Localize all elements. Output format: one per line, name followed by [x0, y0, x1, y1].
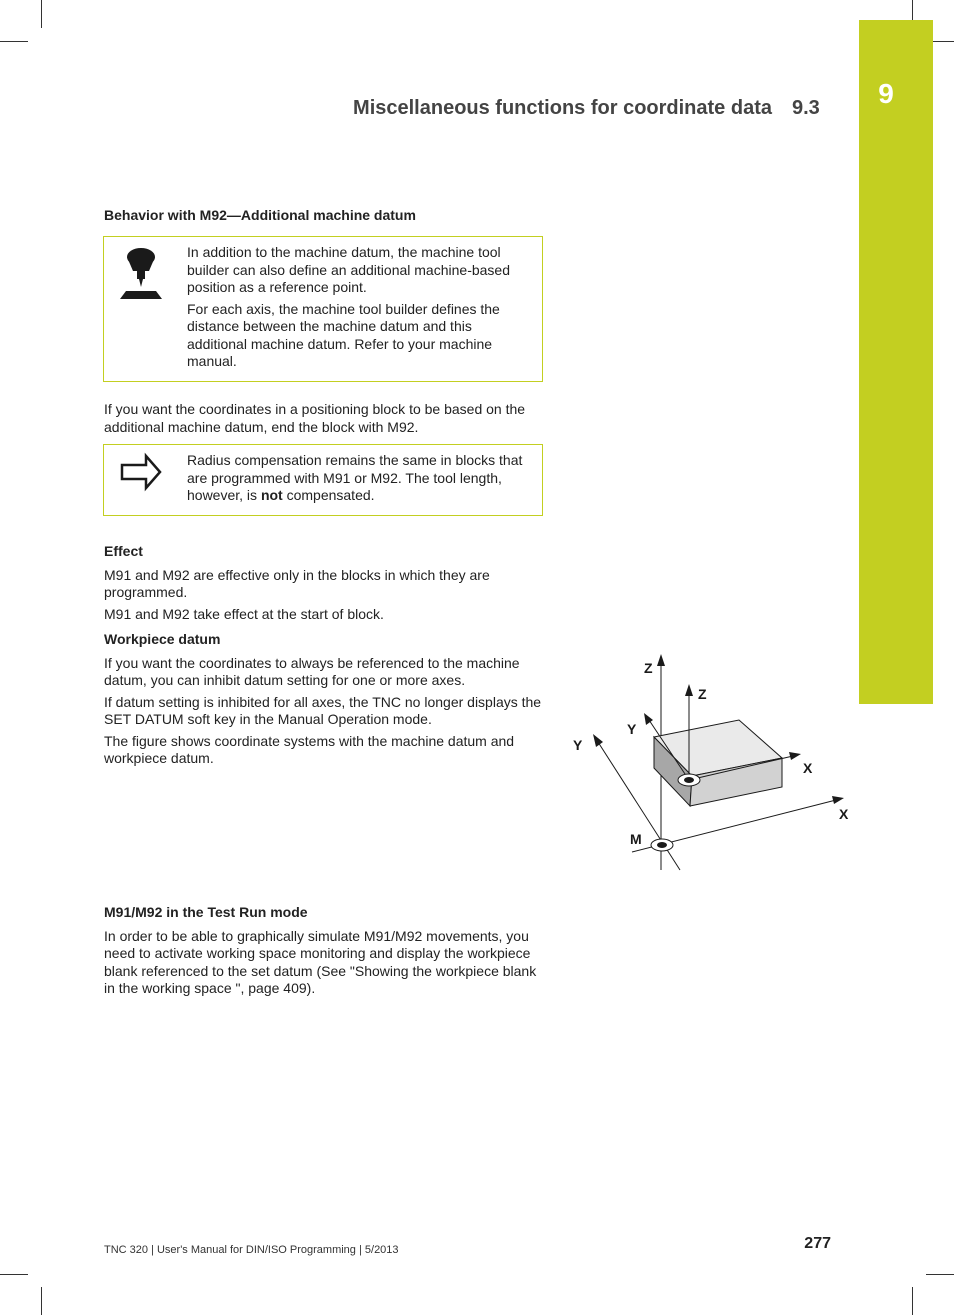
note-paragraph: For each axis, the machine tool builder defines the distance between the machine datum and this additional machine datum. Refer to your machine manual. [187, 300, 500, 369]
body-paragraph: If you want the coordinates to always be referenced to the machine datum, you can inhibit datum setting for one or more axes. [104, 654, 520, 688]
crop-mark [926, 1274, 954, 1275]
body-paragraph: If datum setting is inhibited for all axes, the TNC no longer displays the SET DATUM soft key in the Manual Operation mode. [104, 693, 542, 727]
crop-mark [0, 1274, 28, 1275]
m92-heading-block [104, 207, 544, 231]
body-paragraph: In order to be able to graphically simulate M91/M92 movements, you need to activate working space monitoring and display the workpiece blank referenced to the set datum (See "Showing the workpiece blank in the working space ", page 409). [104, 927, 537, 996]
crop-mark [41, 1287, 42, 1315]
note-paragraph: In addition to the machine datum, the machine tool builder can also define an additional machine-based position as a reference point. [187, 244, 510, 295]
workpiece-y-label: Y [627, 721, 637, 737]
note-machine [103, 236, 543, 382]
effect-heading: Effect [104, 543, 143, 559]
m92-paragraph-block [104, 401, 544, 440]
crop-mark [41, 0, 42, 28]
machine-z-label: Z [644, 660, 653, 676]
machine-tool-icon [104, 237, 184, 381]
section-number: 9.3 [792, 97, 820, 119]
workpiece-x-label: X [803, 760, 813, 776]
chapter-number: 9 [878, 78, 894, 109]
body-paragraph: M91 and M92 take effect at the start of block. [104, 605, 384, 622]
note-machine-text [187, 244, 532, 375]
note-radius [103, 444, 543, 516]
page-number: 277 [804, 1235, 831, 1252]
chapter-tab [859, 20, 933, 704]
body-paragraph: If you want the coordinates in a positioning block to be based on the additional machine datum, end the block with M92. [104, 401, 526, 435]
section-title: Miscellaneous functions for coordinate data [353, 97, 772, 119]
emphasis: not [260, 487, 283, 503]
machine-datum-label: M [630, 831, 642, 847]
workpiece-datum-heading: Workpiece datum [104, 631, 221, 647]
machine-x-label: X [839, 806, 849, 822]
test-run-block [104, 904, 544, 1002]
m92-heading: Behavior with M92—Additional machine datum [104, 207, 416, 223]
machine-y-label: Y [573, 737, 583, 753]
crop-mark [0, 41, 28, 42]
test-run-heading: M91/M92 in the Test Run mode [104, 904, 308, 920]
note-radius-text [187, 452, 532, 509]
crop-mark [912, 1287, 913, 1315]
note-paragraph: Radius compensation remains the same in blocks that are programmed with M91 or M92. The tool length, however, is not compensated. [187, 452, 523, 503]
effect-block [104, 543, 544, 772]
workpiece-z-label: Z [698, 686, 707, 702]
body-paragraph: The figure shows coordinate systems with the machine datum and workpiece datum. [104, 732, 515, 766]
body-paragraph: M91 and M92 are effective only in the blocks in which they are programmed. [104, 566, 490, 600]
arrow-right-icon [104, 445, 184, 515]
footer-text: TNC 320 | User's Manual for DIN/ISO Programming | 5/2013 [104, 1244, 399, 1256]
coordinate-figure [560, 650, 860, 875]
